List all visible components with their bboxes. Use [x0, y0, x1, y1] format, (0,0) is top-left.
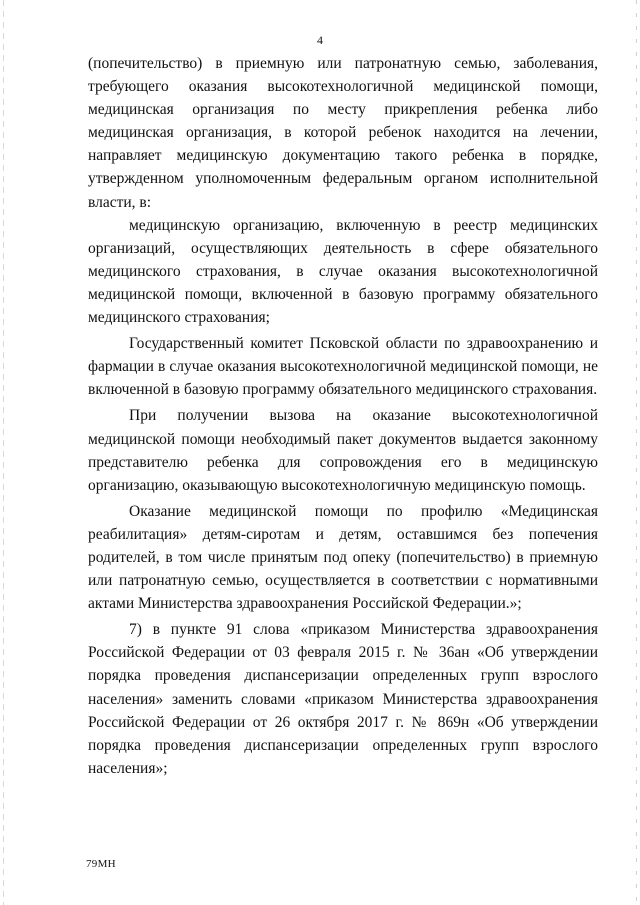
paragraph-rehabilitation: Оказание медицинской помощи по профилю «Медицинская реабилитация» детям-сиротам и детям, оставшимся без попечения родителей, в том числе принятым под опеку (попечительство) в приемную или патронатную семью, осуществляется в соответствии с нормативными актами Министерства здравоохранения Российской Федерации.»;	[88, 502, 598, 613]
scan-edge-left	[3, 0, 4, 905]
footer-document-code: 79МН	[86, 858, 116, 870]
paragraph-medical-organization: медицинскую организацию, включенную в реестр медицинских организаций, осуществляющих деятельность в сфере обязательного медицинского страхования, в случае оказания высокотехнологичной медицинской помощи, включенной в базовую программу обязательного медицинского страхования;	[88, 216, 598, 327]
scan-edge-right	[636, 0, 637, 905]
document-body	[88, 52, 598, 780]
paragraph-state-committee: Государственный комитет Псковской области по здравоохранению и фармации в случае оказания высокотехнологичной медицинской помощи, не включенной в базовую программу обязательного медицинского страхования.	[88, 335, 598, 399]
page-number: 4	[317, 33, 323, 47]
paragraph-continuation: (попечительство) в приемную или патронатную семью, заболевания, требующего оказания высокотехнологичной медицинской помощи, медицинская организация по месту прикрепления ребенка либо медицинская организация, в которой ребенок находится на лечении, направляет медицинскую документацию такого ребенка в порядке, утвержденном уполномоченным федеральным органом исполнительной власти, в:	[88, 55, 598, 211]
paragraph-item-7: 7) в пункте 91 слова «приказом Министерства здравоохранения Российской Федерации от 03 февраля 2015 г. № 36ан «Об утверждении порядка проведения диспансеризации определенных групп взрослого населения» заменить словами «приказом Министерства здравоохранения Российской Федерации от 26 октября 2017 г. № 869н «Об утверждении порядка проведения диспансеризации определенных групп взрослого населения»;	[88, 621, 598, 777]
paragraph-call-documents: При получении вызова на оказание высокотехнологичной медицинской помощи необходимый пакет документов выдается законному представителю ребенка для сопровождения его в медицинскую организацию, оказывающую высокотехнологичную медицинскую помощь.	[88, 407, 598, 494]
